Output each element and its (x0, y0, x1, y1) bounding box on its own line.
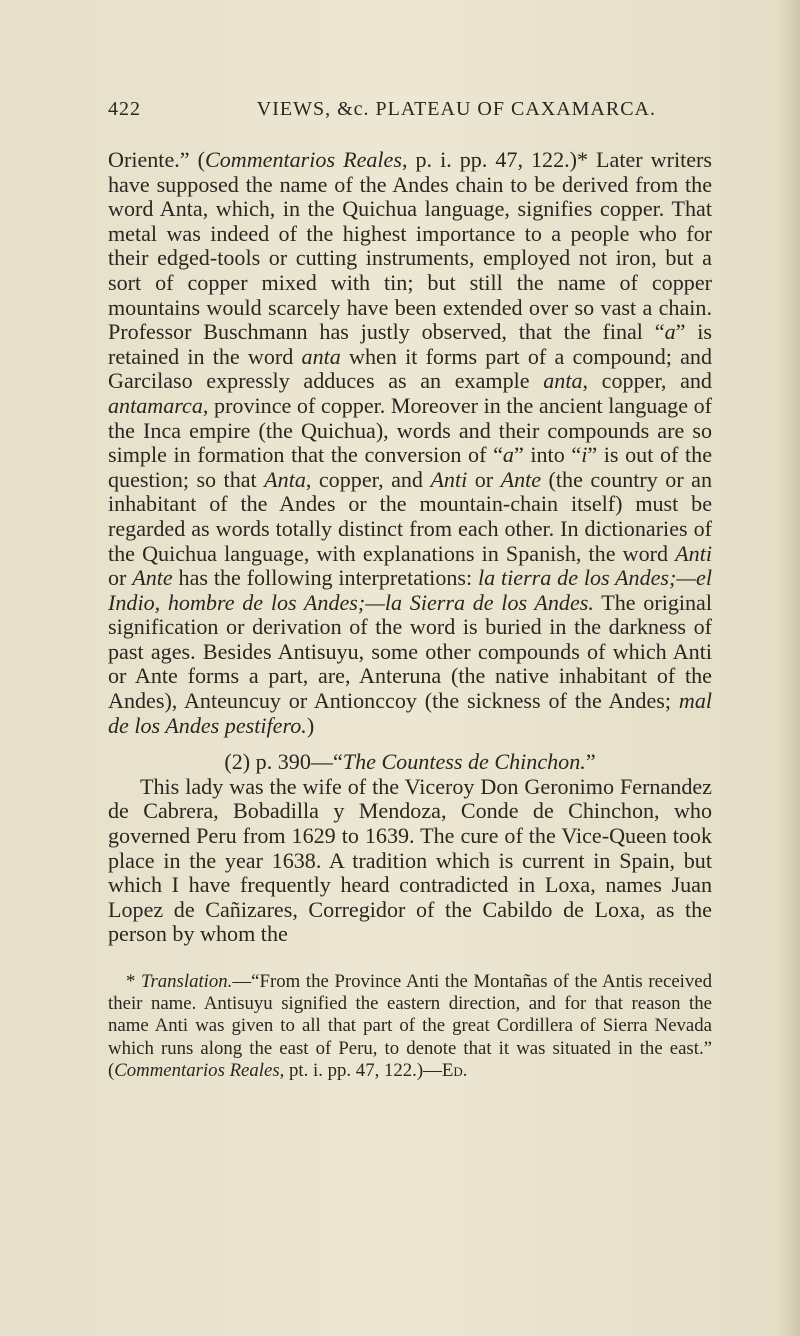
paragraph-countess: This lady was the wife of the Viceroy Don Geronimo Fernandez de Cabrera, Bobadilla y Mendoza, Conde de Chinchon, who governed Peru from 1629 to 1639. The cure of the Vice-Queen took place in the year 1638. A tradition which is current in Spain, but which I have frequently heard contradicted in Loxa, names Juan Lopez de Cañizares, Corregidor of the Cabildo de Loxa, as the person by whom the (108, 773, 712, 947)
main-text (108, 148, 712, 947)
note-heading-countess: (2) p. 390—“The Countess de Chinchon.” (224, 749, 596, 775)
footnote (108, 971, 712, 1082)
page-edge-shadow (778, 0, 800, 1336)
running-header (108, 98, 714, 121)
paragraph-anta-etymology: Oriente.” (Commentarios Reales, p. i. pp. 47, 122.)* Later writers have supposed the name of the Andes chain to be derived from the word Anta, which, in the Quichua language, signifies copper. That metal was indeed of the highest importance to a people who for their edged-tools or cutting instruments, employed not iron, but a sort of copper mixed with tin; but still the name of copper mountains would scarcely have been extended over so vast a chain. Professor Buschmann has justly observed, that the final “a” is retained in the word anta when it forms part of a compound; and Garcilaso expressly adduces as an example anta, copper, and antamarca, province of copper. Moreover in the ancient language of the Inca empire (the Quichua), words and their compounds are so simple in formation that the conversion of “a” into “i” is out of the question; so that Anta, copper, and Anti or Ante (the country or an inhabitant of the Andes or the mountain-chain itself) must be regarded as words totally distinct from each other. In dictionaries of the Quichua language, with explanations in Spanish, the word Anti or Ante has the following interpretations: la tierra de los Andes;—el Indio, hombre de los Andes;—la Sierra de los Andes. The original signification or derivation of the word is buried in the darkness of past ages. Besides Antisuyu, some other compounds of which Anti or Ante forms a part, are, Anteruna (the native inhabitant of the Andes), Anteuncuy or Antionccoy (the sickness of the Andes; mal de los Andes pestifero.) (108, 147, 713, 738)
running-title: VIEWS, &c. PLATEAU OF CAXAMARCA. (256, 98, 656, 120)
footnote-translation: * Translation.—“From the Province Anti the Montañas of the Antis received their name. Antisuyu signified the eastern direction, and for that reason the name Anti was given to all that part of the great Cordillera of Sierra Nevada which runs along the east of Peru, to denote that it was situated in the east.” (Commentarios Reales, pt. i. pp. 47, 122.)—Ed. (108, 971, 712, 1081)
page-number: 422 (108, 98, 141, 120)
